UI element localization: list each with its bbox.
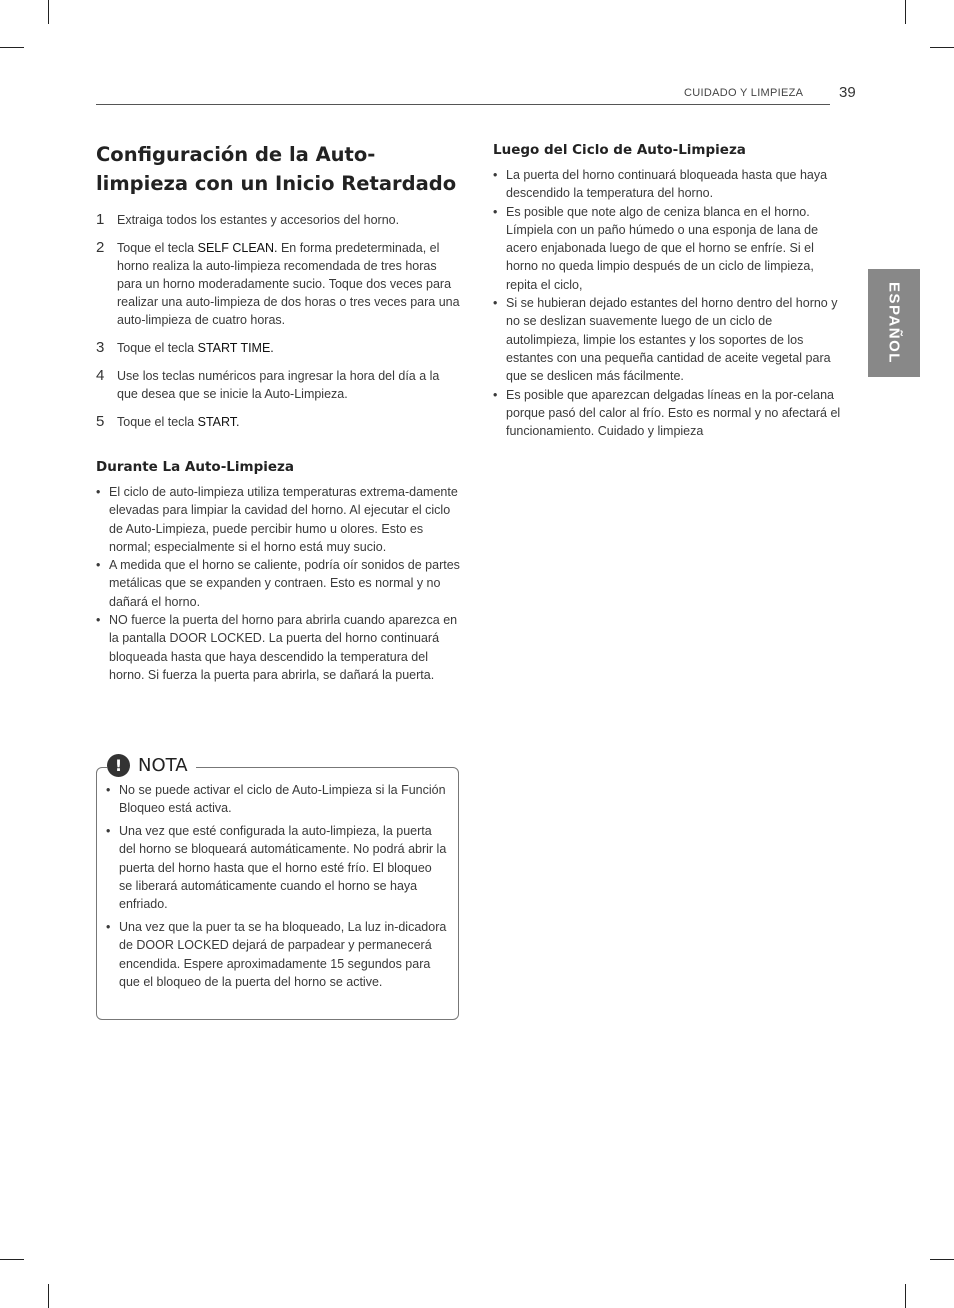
steps-list [96, 211, 462, 431]
section-title: Configuración de la Auto-limpieza con un Inicio Retardado [96, 143, 457, 195]
list-item: • Una vez que la puer ta se ha bloqueado, La luz in-dicadora de DOOR LOCKED dejará de parpadear y permanecerá encendida. Espere aproximadamente 15 segundos para que el bloqueo de la puerta del horno se active. [106, 918, 448, 991]
step-text-pre: Toque el tecla [117, 415, 198, 429]
running-header-section: CUIDADO Y LIMPIEZA [684, 87, 804, 99]
crop-mark [48, 0, 49, 24]
exclamation-icon: ! [107, 754, 130, 777]
step-number: 4 [96, 367, 105, 384]
step-text-pre: Extraiga todos los estantes y accesorios del horno. [117, 213, 400, 227]
page-number: 39 [839, 84, 856, 101]
after-heading: Luego del Ciclo de Auto-Limpieza [493, 142, 746, 158]
step-text [117, 239, 462, 329]
crop-mark [0, 47, 24, 48]
step-keyword: SELF CLEAN. [197, 241, 278, 255]
step-text-pre: Toque el tecla [117, 241, 198, 255]
language-tab-label: ESPAÑOL [885, 282, 903, 364]
step-text [117, 211, 462, 229]
list-item: • A medida que el horno se caliente, podría oír sonidos de partes metálicas que se expanden y contraen. Esto es normal y no dañará el horno. [96, 556, 462, 611]
during-section [96, 459, 462, 684]
step-number: 2 [96, 239, 105, 256]
list-item: • No se puede activar el ciclo de Auto-Limpieza si la Función Bloqueo está activa. [106, 781, 448, 818]
crop-mark [930, 47, 954, 48]
note-bullet-list [106, 781, 448, 991]
step-number: 5 [96, 413, 105, 430]
list-item: • La puerta del horno continuará bloqueada hasta que haya descendido la temperatura del horno. [493, 166, 845, 203]
step-number: 1 [96, 211, 105, 228]
crop-mark [48, 1284, 49, 1308]
list-item: • NO fuerce la puerta del horno para abrirla cuando aparezca en la pantalla DOOR LOCKED. La puerta del horno continuará bloqueada hasta que haya descendido la temperatura del horno. Si fuerza la puerta para abrirla, se dañará la puerta. [96, 611, 462, 684]
list-item: • El ciclo de auto-limpieza utiliza temperaturas extrema-damente elevadas para limpiar la cavidad del horno. Al ejecutar el ciclo de Auto-Limpieza, puede percibir humo u olores. Esto es normal; especialmente si el horno está muy sucio. [96, 483, 462, 556]
header-divider [96, 104, 830, 105]
list-item: • Es posible que aparezcan delgadas líneas en la por-celana porque pasó del calor al frío. Esto es normal y no afectará el funcionamiento. Cuidado y limpieza [493, 386, 845, 441]
language-tab [868, 269, 920, 377]
during-bullet-list [96, 483, 462, 684]
left-column [96, 140, 462, 684]
list-item: • Es posible que note algo de ceniza blanca en el horno. Límpiela con un paño húmedo o una esponja de lana de acero enjabonada luego de que el horno se enfríe. Si el horno no queda limpio después de un ciclo de limpieza, repita el ciclo, [493, 203, 845, 294]
list-item: • Si se hubieran dejado estantes del horno dentro del horno y no se deslizan suavemente luego de un ciclo de autolimpieza, limpie los estantes y los soportes de los estantes con una pequeña cantidad de aceite vegetal para que se deslicen más fácilmente. [493, 294, 845, 385]
note-label: NOTA [138, 755, 188, 776]
step-text-pre: Use los teclas numéricos para ingresar la hora del día a la que desea que se inicie la Auto-Limpieza. [117, 369, 440, 401]
step-text [117, 339, 462, 357]
during-heading: Durante La Auto-Limpieza [96, 459, 295, 475]
right-column [493, 142, 845, 440]
step-text-post: En forma predeterminada, el horno realiza la auto-limpieza recomendada de tres horas para un horno moderadamente sucio. Toque dos veces para realizar una auto-limpieza de dos horas o tres veces para una auto-limpieza de cuatro horas. [117, 241, 460, 327]
crop-mark [930, 1259, 954, 1260]
note-body [106, 781, 448, 996]
step-text [117, 413, 462, 431]
step-item [96, 239, 462, 329]
step-number: 3 [96, 339, 105, 356]
step-keyword: START. [197, 415, 240, 429]
step-item [96, 211, 462, 229]
after-bullet-list [493, 166, 845, 440]
step-item [96, 367, 462, 403]
step-text-pre: Toque el tecla [117, 341, 198, 355]
step-item [96, 413, 462, 431]
list-item: • Una vez que esté configurada la auto-limpieza, la puerta del horno se bloqueará automáticamente. No podrá abrir la puerta del horno hasta que el horno esté frío. El bloqueo se liberará automáticamente cuando el horno se haya enfriado. [106, 822, 448, 913]
step-text [117, 367, 462, 403]
note-box [96, 755, 459, 1020]
step-keyword: START TIME. [197, 341, 274, 355]
crop-mark [0, 1259, 24, 1260]
crop-mark [905, 1284, 906, 1308]
step-item [96, 339, 462, 357]
crop-mark [905, 0, 906, 24]
note-header [107, 754, 196, 777]
